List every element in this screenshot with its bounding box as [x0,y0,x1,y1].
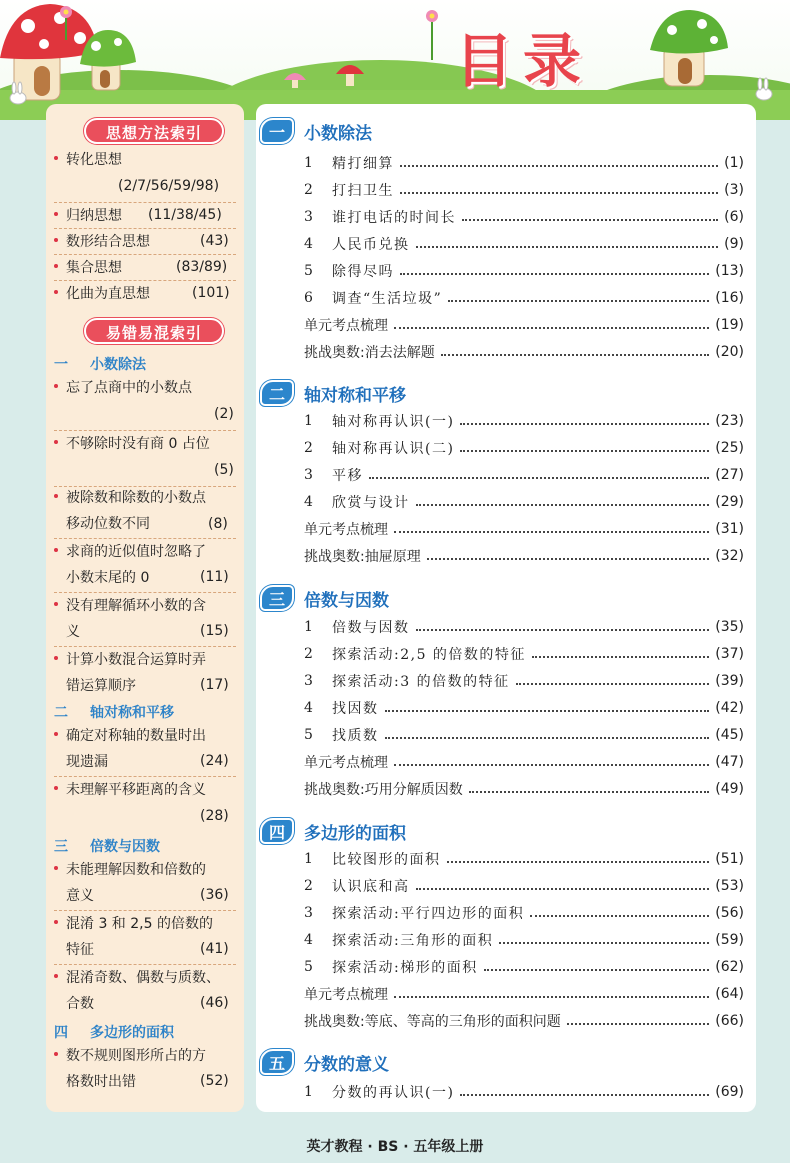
entry-title: 探索活动:三角形的面积 [332,933,494,949]
mistake-text-line2: 格数时出错 [66,1074,136,1090]
method-item[interactable] [54,256,122,280]
entry-title: 分数的再认识(一) [332,1085,455,1101]
toc-main [256,104,756,1112]
bullet-icon [54,866,58,870]
entry-page: (66) [715,1013,744,1029]
banner-illustration [0,0,790,120]
section-title: 轴对称和平移 [90,705,174,721]
dot-leader [394,996,709,998]
mistake-page: (52) [200,1073,229,1089]
mistake-text: 不够除时没有商 0 占位 [66,436,210,452]
method-item[interactable] [54,282,150,306]
dot-leader [499,942,709,944]
mistake-page: (17) [200,677,229,693]
entry-number: 4 [304,932,313,948]
section-num: 四 [54,1025,68,1041]
entry-title: 比较图形的面积 [332,852,441,868]
chapter-number-badge: 五 [260,1049,294,1075]
toc-entry[interactable] [304,724,744,746]
toc-entry[interactable] [304,260,744,282]
entry-number: 3 [304,673,313,689]
entry-number: 5 [304,263,313,279]
entry-number: 2 [304,646,313,662]
entry-number: 4 [304,700,313,716]
entry-page: (19) [715,317,744,333]
divider [54,964,236,965]
mistake-item[interactable] [54,648,206,672]
chapter-number-badge: 四 [260,818,294,844]
toc-entry[interactable] [304,233,744,255]
mistake-text: 忘了点商中的小数点 [66,380,192,396]
entry-page: (69) [715,1084,744,1100]
entry-number: 1 [304,619,313,635]
mistake-item[interactable] [54,1044,206,1068]
method-label: 归纳思想 [66,208,122,224]
toc-entry[interactable] [304,179,744,201]
dot-leader [460,450,709,452]
section-title: 倍数与因数 [90,839,160,855]
entry-page: (47) [715,754,744,770]
method-item[interactable] [54,148,122,172]
entry-title: 轴对称再认识(一) [332,414,455,430]
mistake-item[interactable] [54,376,192,400]
chapter-title: 倍数与因数 [304,591,389,611]
entry-title: 探索活动:3 的倍数的特征 [332,674,510,690]
mistake-page: (15) [200,623,229,639]
mistake-page: (2) [214,406,234,422]
method-label: 转化思想 [66,152,122,168]
entry-title: 单元考点梳理 [304,522,388,538]
section-num: 三 [54,839,68,855]
entry-page: (6) [724,209,744,225]
dot-leader [385,737,710,739]
toc-entry[interactable] [304,545,744,567]
mistake-item[interactable] [54,724,206,748]
mistake-page: (28) [200,808,229,824]
toc-entry[interactable] [304,670,744,692]
bullet-icon [54,384,58,388]
entry-number: 6 [304,290,313,306]
index-sidebar [46,104,244,1112]
toc-entry[interactable] [304,643,744,665]
mistake-text-line2: 合数 [66,996,94,1012]
dot-leader [516,683,710,685]
entry-number: 2 [304,182,313,198]
dot-leader [462,219,718,221]
toc-entry[interactable] [304,929,744,951]
dot-leader [530,915,709,917]
entry-page: (53) [715,878,744,894]
dot-leader [416,629,710,631]
toc-entry[interactable] [304,491,744,513]
toc-entry[interactable] [304,1081,744,1103]
divider [54,202,236,203]
bullet-icon [54,656,58,660]
bullet-icon [54,548,58,552]
entry-number: 5 [304,727,313,743]
chapter-title: 分数的意义 [304,1055,389,1075]
toc-entry[interactable] [304,697,744,719]
chapter-number-badge: 三 [260,585,294,611]
dot-leader [369,477,709,479]
entry-number: 4 [304,494,313,510]
dot-leader [400,273,709,275]
entry-title: 平移 [332,468,363,484]
entry-page: (62) [715,959,744,975]
bullet-icon [54,440,58,444]
dot-leader [400,192,718,194]
entry-page: (45) [715,727,744,743]
mistake-page: (46) [200,995,229,1011]
entry-title: 单元考点梳理 [304,755,388,771]
dot-leader [448,300,709,302]
entry-title: 谁打电话的时间长 [332,210,456,226]
divider [54,280,236,281]
entry-number: 3 [304,467,313,483]
section-heading[interactable] [54,836,160,856]
divider [54,254,236,255]
entry-page: (56) [715,905,744,921]
mistake-text: 未能理解因数和倍数的 [66,862,206,878]
entry-title: 人民币兑换 [332,237,410,253]
mistake-text-line2: 移动位数不同 [66,516,150,532]
page-title: 目录 [455,27,592,95]
entry-page: (51) [715,851,744,867]
mushroom-icon [336,65,364,86]
mistake-text-line2: 小数末尾的 0 [66,570,150,586]
entry-page: (37) [715,646,744,662]
method-label: 数形结合思想 [66,234,150,250]
toc-entry[interactable] [304,464,744,486]
entry-page: (35) [715,619,744,635]
entry-title: 挑战奥数:消去法解题 [304,345,435,361]
mistake-text-line2: 错运算顺序 [66,678,136,694]
toc-entry[interactable] [304,518,744,540]
mistake-text: 没有理解循环小数的含 [66,598,206,614]
entry-title: 找质数 [332,728,379,744]
bullet-icon [54,212,58,216]
mistake-item[interactable] [54,912,213,936]
bullet-icon [54,238,58,242]
entry-title: 挑战奥数:等底、等高的三角形的面积问题 [304,1014,561,1030]
method-page: (83/89) [176,259,228,275]
entry-number: 3 [304,209,313,225]
entry-page: (1) [724,155,744,171]
entry-page: (42) [715,700,744,716]
method-page: (11/38/45) [148,207,222,223]
divider [54,430,236,431]
toc-entry[interactable] [304,410,744,432]
method-page: (43) [200,233,229,249]
toc-entry[interactable] [304,875,744,897]
entry-page: (13) [715,263,744,279]
mistake-page: (5) [214,462,234,478]
mistake-item[interactable] [54,540,206,564]
entry-title: 单元考点梳理 [304,987,388,1003]
toc-entry[interactable] [304,437,744,459]
entry-number: 3 [304,905,313,921]
toc-entry[interactable] [304,1010,744,1032]
divider [54,646,236,647]
entry-title: 认识底和高 [332,879,410,895]
bullet-icon [54,494,58,498]
entry-title: 调查“生活垃圾” [332,291,443,307]
dot-leader [447,861,710,863]
dot-leader [385,710,710,712]
toc-entry[interactable] [304,983,744,1005]
toc-entry[interactable] [304,206,744,228]
dot-leader [427,558,710,560]
section-num: 一 [54,357,68,373]
section-heading[interactable] [54,1022,174,1042]
dot-leader [394,764,709,766]
mistake-item[interactable] [54,858,206,882]
entry-page: (16) [715,290,744,306]
mistake-text: 混淆奇数、偶数与质数、 [66,970,220,986]
bullet-icon [54,156,58,160]
mistake-text: 未理解平移距离的含义 [66,782,206,798]
dot-leader [469,791,710,793]
bullet-icon [54,602,58,606]
entry-page: (3) [724,182,744,198]
bullet-icon [54,290,58,294]
mistake-text: 求商的近似值时忽略了 [66,544,206,560]
methods-index-heading: 思想方法索引 [84,118,224,144]
mistake-text: 计算小数混合运算时弄 [66,652,206,668]
entry-title: 找因数 [332,701,379,717]
section-num: 二 [54,705,68,721]
green-mushroom-house-icon [650,10,728,86]
method-page: (2/7/56/59/98) [118,178,220,194]
mistake-text: 确定对称轴的数量时出 [66,728,206,744]
entry-title: 打扫卫生 [332,183,394,199]
chapter-number-badge: 二 [260,380,294,406]
entry-page: (59) [715,932,744,948]
mistake-text-line2: 现遗漏 [66,754,108,770]
entry-number: 4 [304,236,313,252]
entry-title: 挑战奥数:抽屉原理 [304,549,421,565]
bullet-icon [54,786,58,790]
entry-number: 2 [304,878,313,894]
toc-entry[interactable] [304,848,744,870]
toc-entry[interactable] [304,152,744,174]
chapter-title: 小数除法 [304,124,372,144]
entry-title: 轴对称再认识(二) [332,441,455,457]
entry-title: 倍数与因数 [332,620,410,636]
mistake-page: (41) [200,941,229,957]
toc-entry[interactable] [304,751,744,773]
divider [54,538,236,539]
entry-page: (39) [715,673,744,689]
toc-entry[interactable] [304,956,744,978]
dot-leader [460,1094,709,1096]
mistake-page: (11) [200,569,229,585]
entry-page: (27) [715,467,744,483]
page-footer: 英才教程 · BS · 五年级上册 [306,1139,484,1155]
mistake-page: (8) [208,516,228,532]
mistake-item[interactable] [54,594,206,618]
entry-number: 5 [304,959,313,975]
entry-title: 探索活动:梯形的面积 [332,960,478,976]
header-banner [0,0,790,120]
mistake-text: 数不规则图形所占的方 [66,1048,206,1064]
method-label: 集合思想 [66,260,122,276]
dot-leader [460,423,709,425]
toc-entry[interactable] [304,341,744,363]
dot-leader [416,504,710,506]
divider [54,592,236,593]
toc-entry[interactable] [304,902,744,924]
dot-leader [394,531,709,533]
entry-number: 2 [304,440,313,456]
entry-page: (20) [715,344,744,360]
entry-page: (49) [715,781,744,797]
mistake-item[interactable] [54,432,210,456]
mistake-item[interactable] [54,486,206,510]
entry-number: 1 [304,851,313,867]
mushroom-icon [284,73,306,88]
mistake-text: 被除数和除数的小数点 [66,490,206,506]
divider [54,776,236,777]
dot-leader [484,969,710,971]
dot-leader [532,656,709,658]
mistake-item[interactable] [54,778,206,802]
mistake-page: (36) [200,887,229,903]
entry-page: (32) [715,548,744,564]
bullet-icon [54,1052,58,1056]
toc-entry[interactable] [304,616,744,638]
mistake-text: 混淆 3 和 2,5 的倍数的 [66,916,213,932]
method-page: (101) [192,285,230,301]
mistake-item[interactable] [54,966,220,990]
entry-page: (29) [715,494,744,510]
mistake-text-line2: 义 [66,624,80,640]
bunny-icon [756,78,772,100]
entry-number: 1 [304,413,313,429]
entry-number: 1 [304,155,313,171]
section-title: 多边形的面积 [90,1025,174,1041]
flower-icon [426,10,438,60]
mistake-text-line2: 意义 [66,888,94,904]
toc-entry[interactable] [304,314,744,336]
entry-title: 精打细算 [332,156,394,172]
toc-entry[interactable] [304,778,744,800]
chapter-title: 多边形的面积 [304,824,406,844]
entry-title: 挑战奥数:巧用分解质因数 [304,782,463,798]
section-heading[interactable] [54,354,146,374]
chapter-number-badge: 一 [260,118,294,144]
mistakes-index-heading: 易错易混索引 [84,318,224,344]
entry-title: 欣赏与设计 [332,495,410,511]
entry-page: (64) [715,986,744,1002]
mistake-text-line2: 特征 [66,942,94,958]
section-title: 小数除法 [90,357,146,373]
divider [54,910,236,911]
dot-leader [416,246,719,248]
toc-entry[interactable] [304,287,744,309]
method-item[interactable] [54,230,150,254]
entry-page: (25) [715,440,744,456]
bullet-icon [54,920,58,924]
bullet-icon [54,732,58,736]
bullet-icon [54,264,58,268]
dot-leader [400,165,718,167]
entry-title: 探索活动:2,5 的倍数的特征 [332,647,526,663]
chapter-title: 轴对称和平移 [304,386,406,406]
entry-title: 探索活动:平行四边形的面积 [332,906,525,922]
entry-page: (31) [715,521,744,537]
divider [54,228,236,229]
dot-leader [394,327,709,329]
section-heading[interactable] [54,702,174,722]
method-item[interactable] [54,204,122,228]
mistake-page: (24) [200,753,229,769]
method-label: 化曲为直思想 [66,286,150,302]
dot-leader [416,888,710,890]
entry-title: 单元考点梳理 [304,318,388,334]
entry-title: 除得尽吗 [332,264,394,280]
entry-page: (9) [724,236,744,252]
dot-leader [567,1023,710,1025]
dot-leader [441,354,710,356]
entry-number: 1 [304,1084,313,1100]
entry-page: (23) [715,413,744,429]
bullet-icon [54,974,58,978]
